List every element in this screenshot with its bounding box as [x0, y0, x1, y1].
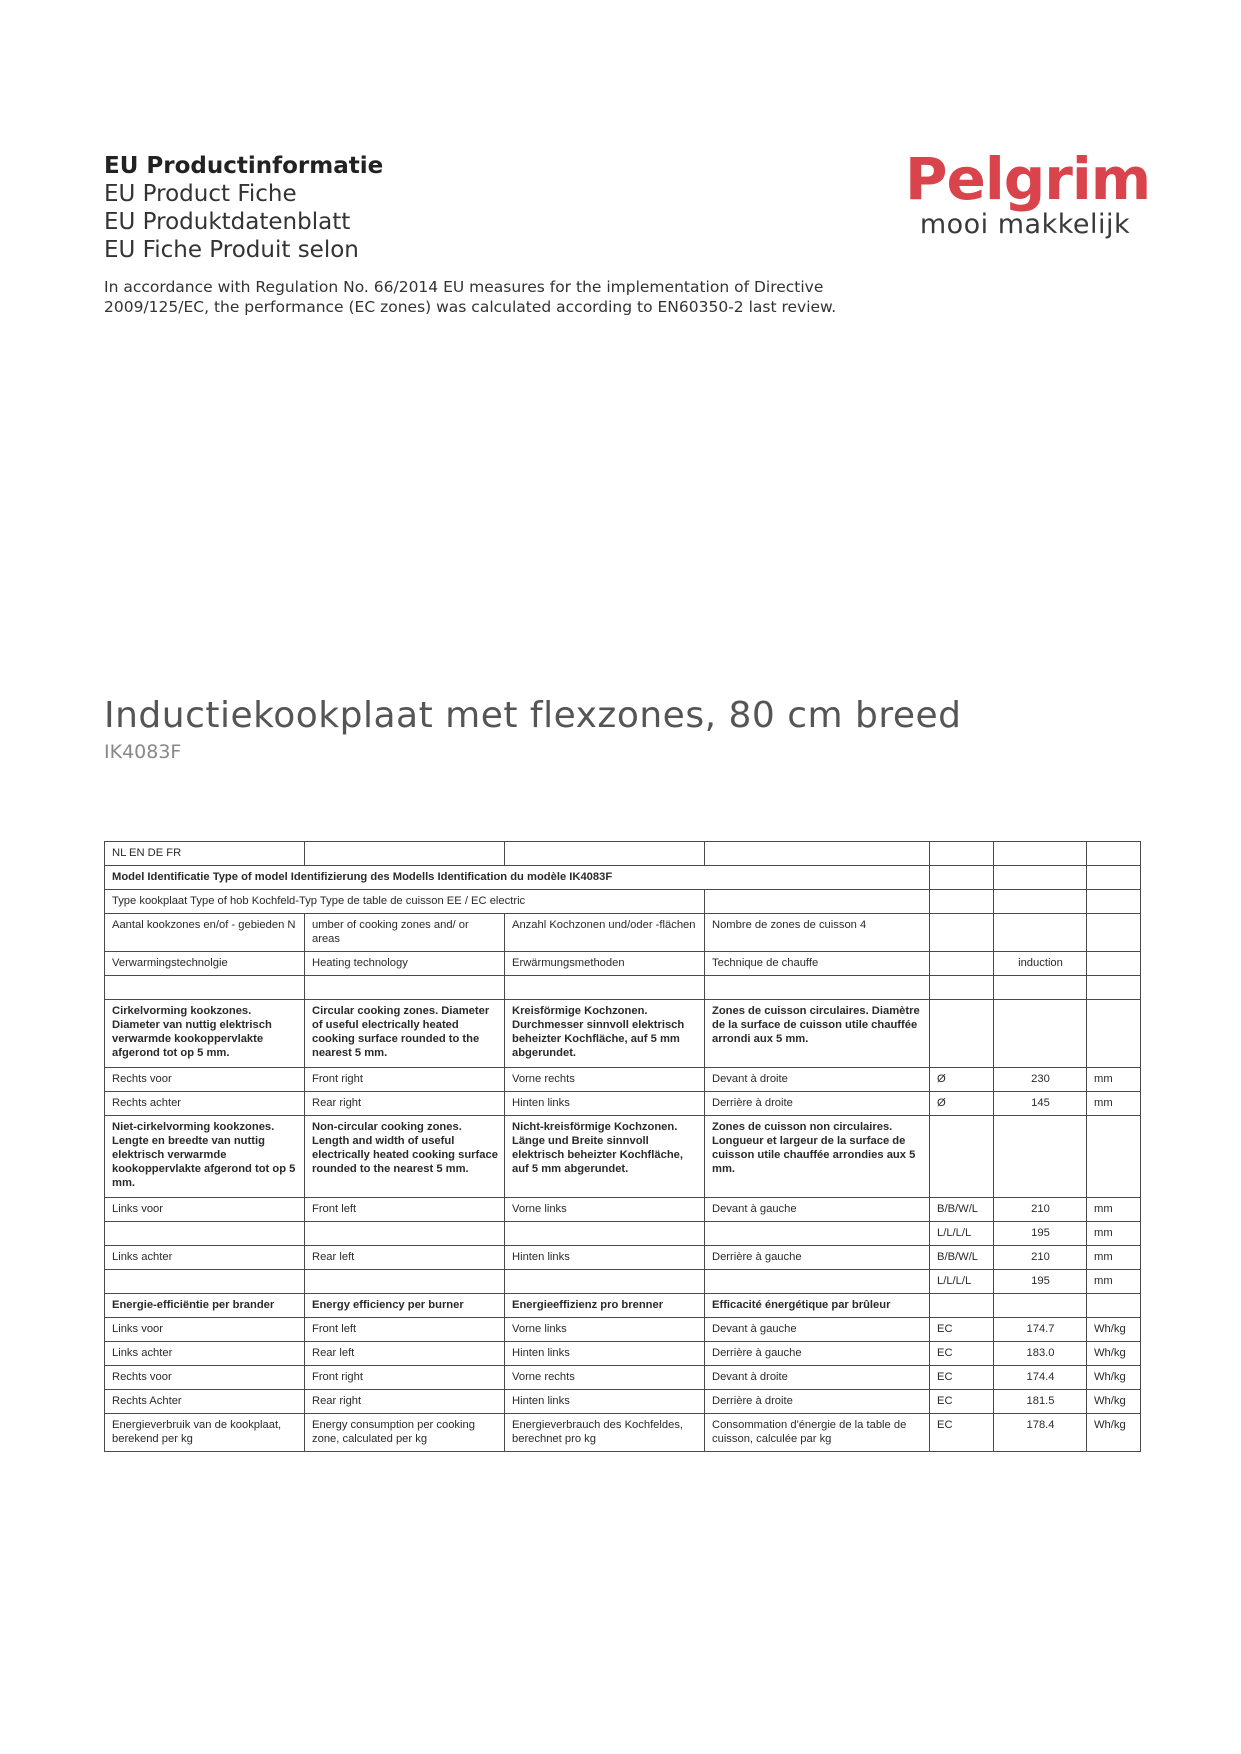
row-label-de: Hinten links — [505, 1390, 705, 1414]
table-row-model — [105, 866, 1141, 890]
title-fr: EU Fiche Produit selon — [104, 237, 359, 263]
row-label-nl: Links voor — [105, 1318, 305, 1342]
row-symbol: Ø — [930, 1068, 994, 1092]
table-row-languages — [105, 842, 1141, 866]
row-value: 174.7 — [994, 1318, 1087, 1342]
row-label-fr: Consommation d'énergie de la table de cuisson, calculée par kg — [705, 1414, 930, 1452]
energy-header-fr: Efficacité énergétique par brûleur — [705, 1294, 930, 1318]
row-label-en: Rear left — [305, 1342, 505, 1366]
row-value: 230 — [994, 1068, 1087, 1092]
row-label-fr: Derrière à droite — [705, 1092, 930, 1116]
regulation-line-2: 2009/125/EC, the performance (EC zones) was calculated according to EN60350-2 last review. — [104, 297, 837, 316]
row-label-nl — [105, 1270, 305, 1294]
product-section — [104, 694, 1164, 764]
row-label-de — [505, 1222, 705, 1246]
zones-fr: Nombre de zones de cuisson 4 — [705, 914, 930, 952]
circular-header-en: Circular cooking zones. Diameter of useful electrically heated cooking surface rounded to the nearest 5 mm. — [305, 1000, 505, 1068]
energy-header-nl: Energie-efficiëntie per brander — [105, 1294, 305, 1318]
table-row — [105, 1414, 1141, 1452]
row-symbol: EC — [930, 1342, 994, 1366]
heating-value: induction — [994, 952, 1087, 976]
row-label-en: Rear left — [305, 1246, 505, 1270]
row-unit: Wh/kg — [1087, 1366, 1141, 1390]
zones-nl: Aantal kookzones en/of - gebieden N — [105, 914, 305, 952]
heating-fr: Technique de chauffe — [705, 952, 930, 976]
row-label-en: Energy consumption per cooking zone, calculated per kg — [305, 1414, 505, 1452]
row-label-nl: Links voor — [105, 1198, 305, 1222]
row-label-de: Energieverbrauch des Kochfeldes, berechnet pro kg — [505, 1414, 705, 1452]
row-value: 178.4 — [994, 1414, 1087, 1452]
row-symbol: EC — [930, 1414, 994, 1452]
row-label-fr: Devant à gauche — [705, 1198, 930, 1222]
table-row — [105, 1068, 1141, 1092]
row-label-en: Rear right — [305, 1092, 505, 1116]
row-value: 210 — [994, 1246, 1087, 1270]
header-titles — [104, 152, 844, 317]
noncircular-header-fr: Zones de cuisson non circulaires. Longueur et largeur de la surface de cuisson utile chauffée arrondies aux 5 mm. — [705, 1116, 930, 1198]
row-label-nl: Rechts voor — [105, 1068, 305, 1092]
heating-en: Heating technology — [305, 952, 505, 976]
heating-de: Erwärmungsmethoden — [505, 952, 705, 976]
row-label-fr: Devant à gauche — [705, 1318, 930, 1342]
row-value: 195 — [994, 1222, 1087, 1246]
brand-logo — [905, 145, 1151, 241]
row-label-fr: Devant à droite — [705, 1366, 930, 1390]
row-value: 183.0 — [994, 1342, 1087, 1366]
row-value: 195 — [994, 1270, 1087, 1294]
title-en: EU Product Fiche — [104, 181, 297, 207]
heating-nl: Verwarmingstechnolgie — [105, 952, 305, 976]
row-label-en: Front left — [305, 1198, 505, 1222]
row-unit: mm — [1087, 1222, 1141, 1246]
row-value: 210 — [994, 1198, 1087, 1222]
row-label-de: Vorne links — [505, 1318, 705, 1342]
row-label-en: Front right — [305, 1068, 505, 1092]
row-label-de: Hinten links — [505, 1092, 705, 1116]
row-label-nl: Links achter — [105, 1246, 305, 1270]
row-unit: Wh/kg — [1087, 1342, 1141, 1366]
energy-header-de: Energieeffizienz pro brenner — [505, 1294, 705, 1318]
table-row-hob-type — [105, 890, 1141, 914]
model-identification: Model Identificatie Type of model Identifizierung des Modells Identification du modèle IK4083F — [105, 866, 930, 890]
row-label-de: Vorne links — [505, 1198, 705, 1222]
circular-header-fr: Zones de cuisson circulaires. Diamètre de la surface de cuisson utile chauffée arrondi aux 5 mm. — [705, 1000, 930, 1068]
language-header: NL EN DE FR — [105, 842, 305, 866]
logo-brand-name: Pelgrim — [905, 145, 1151, 213]
row-unit: mm — [1087, 1198, 1141, 1222]
row-symbol: L/L/L/L — [930, 1222, 994, 1246]
row-label-fr: Derrière à gauche — [705, 1246, 930, 1270]
row-label-de: Hinten links — [505, 1342, 705, 1366]
row-unit: mm — [1087, 1246, 1141, 1270]
table-row — [105, 1342, 1141, 1366]
row-value: 174.4 — [994, 1366, 1087, 1390]
row-value: 145 — [994, 1092, 1087, 1116]
zones-en: umber of cooking zones and/ or areas — [305, 914, 505, 952]
table-row — [105, 1246, 1141, 1270]
noncircular-header-nl: Niet-cirkelvorming kookzones. Lengte en breedte van nuttig elektrisch verwarmde kookoppervlakte afgerond tot op 5 mm. — [105, 1116, 305, 1198]
row-symbol: B/B/W/L — [930, 1246, 994, 1270]
row-label-nl — [105, 1222, 305, 1246]
table-row — [105, 1198, 1141, 1222]
row-unit: mm — [1087, 1092, 1141, 1116]
row-label-nl: Links achter — [105, 1342, 305, 1366]
row-label-nl: Rechts voor — [105, 1366, 305, 1390]
noncircular-header-en: Non-circular cooking zones. Length and width of useful electrically heated cooking surface rounded to the nearest 5 mm. — [305, 1116, 505, 1198]
row-symbol: EC — [930, 1390, 994, 1414]
row-symbol: Ø — [930, 1092, 994, 1116]
product-fiche-table — [104, 841, 1141, 1452]
row-unit: Wh/kg — [1087, 1414, 1141, 1452]
regulation-text — [104, 278, 864, 317]
row-label-en: Front right — [305, 1366, 505, 1390]
hob-type: Type kookplaat Type of hob Kochfeld-Typ Type de table de cuisson EE / EC electric — [105, 890, 705, 914]
logo-tagline: mooi makkelijk — [919, 209, 1131, 240]
row-symbol: EC — [930, 1318, 994, 1342]
row-label-fr — [705, 1270, 930, 1294]
table-row-spacer — [105, 976, 1141, 1000]
circular-header-nl: Cirkelvorming kookzones. Diameter van nuttig elektrisch verwarmde kookoppervlakte afgerond tot op 5 mm. — [105, 1000, 305, 1068]
row-label-fr: Derrière à droite — [705, 1390, 930, 1414]
row-symbol: B/B/W/L — [930, 1198, 994, 1222]
row-label-fr: Derrière à gauche — [705, 1342, 930, 1366]
row-label-en: Front left — [305, 1318, 505, 1342]
row-unit: Wh/kg — [1087, 1390, 1141, 1414]
row-value: 181.5 — [994, 1390, 1087, 1414]
row-label-de: Vorne rechts — [505, 1366, 705, 1390]
regulation-line-1: In accordance with Regulation No. 66/2014 EU measures for the implementation of Directive — [104, 278, 824, 296]
circular-header-de: Kreisförmige Kochzonen. Durchmesser sinnvoll elektrisch beheizter Kochfläche, auf 5 mm abgerundet. — [505, 1000, 705, 1068]
product-code: IK4083F — [104, 741, 182, 763]
row-label-fr — [705, 1222, 930, 1246]
table-row — [105, 1270, 1141, 1294]
row-label-nl: Energieverbruik van de kookplaat, berekend per kg — [105, 1414, 305, 1452]
row-unit: mm — [1087, 1068, 1141, 1092]
table-row — [105, 1092, 1141, 1116]
table-row-zones — [105, 914, 1141, 952]
energy-header-en: Energy efficiency per burner — [305, 1294, 505, 1318]
zones-de: Anzahl Kochzonen und/oder -flächen — [505, 914, 705, 952]
row-label-de: Vorne rechts — [505, 1068, 705, 1092]
title-de: EU Produktdatenblatt — [104, 209, 351, 235]
row-unit: Wh/kg — [1087, 1318, 1141, 1342]
table-row — [105, 1318, 1141, 1342]
row-label-en — [305, 1270, 505, 1294]
table-row-energy-header — [105, 1294, 1141, 1318]
product-title: Inductiekookplaat met flexzones, 80 cm breed — [104, 695, 962, 736]
table-row — [105, 1390, 1141, 1414]
row-label-fr: Devant à droite — [705, 1068, 930, 1092]
table-row-circular-header — [105, 1000, 1141, 1068]
table-row — [105, 1222, 1141, 1246]
row-unit: mm — [1087, 1270, 1141, 1294]
row-label-de — [505, 1270, 705, 1294]
table-row-heating — [105, 952, 1141, 976]
row-label-de: Hinten links — [505, 1246, 705, 1270]
row-label-en — [305, 1222, 505, 1246]
row-symbol: EC — [930, 1366, 994, 1390]
noncircular-header-de: Nicht-kreisförmige Kochzonen. Länge und Breite sinnvoll elektrisch beheizter Kochfläche, auf 5 mm abgerundet. — [505, 1116, 705, 1198]
title-nl: EU Productinformatie — [104, 153, 384, 179]
row-symbol: L/L/L/L — [930, 1270, 994, 1294]
table-row-noncircular-header — [105, 1116, 1141, 1198]
row-label-nl: Rechts Achter — [105, 1390, 305, 1414]
row-label-nl: Rechts achter — [105, 1092, 305, 1116]
table-row — [105, 1366, 1141, 1390]
row-label-en: Rear right — [305, 1390, 505, 1414]
